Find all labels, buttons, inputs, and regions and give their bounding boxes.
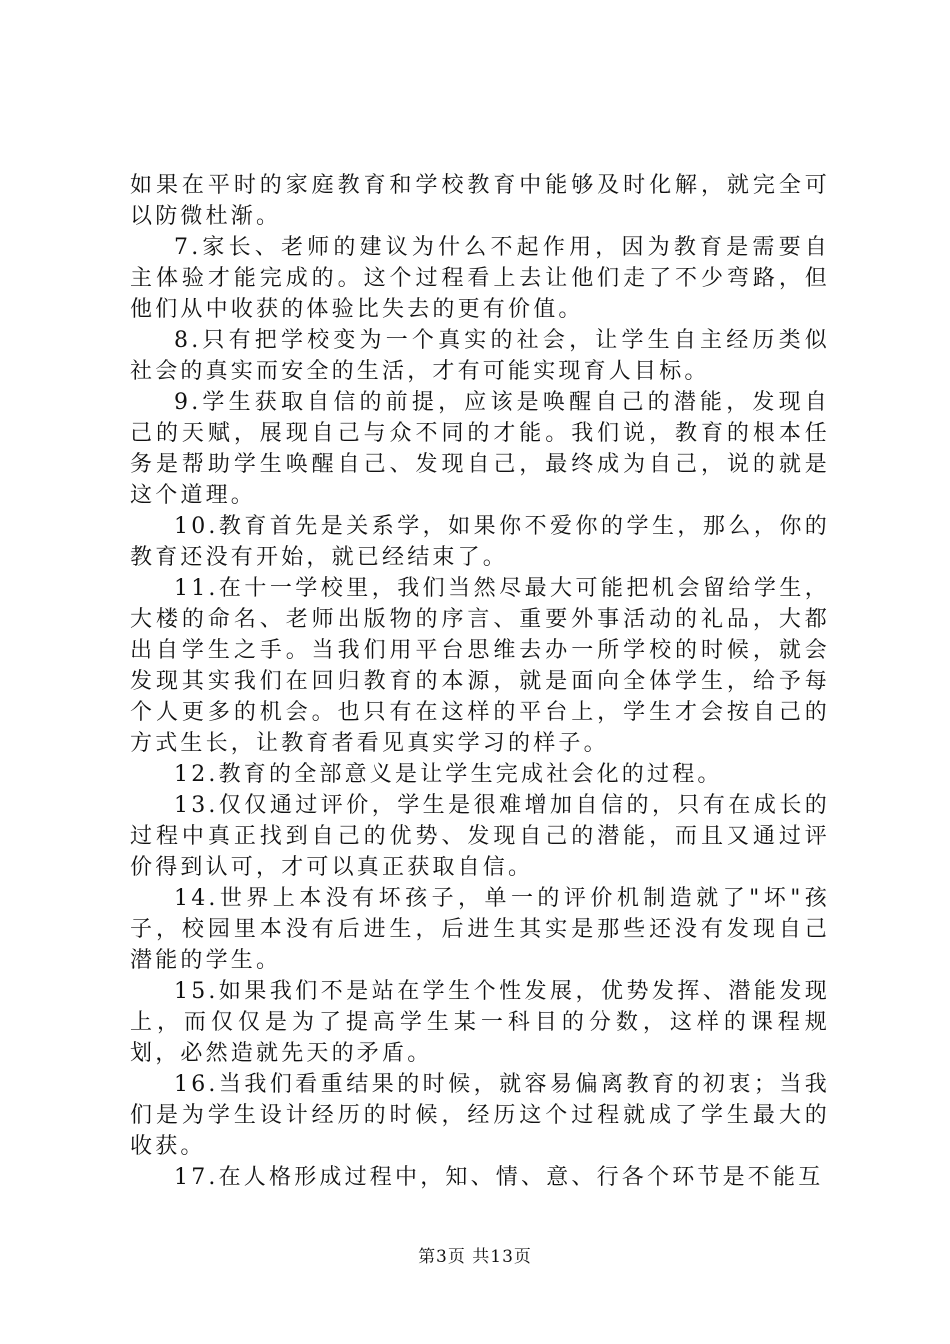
page-number-footer: 第3页 共13页	[418, 1247, 532, 1267]
document-body	[130, 170, 830, 1193]
paragraph-continuation: 如果在平时的家庭教育和学校教育中能够及时化解，就完全可以防微杜渐。	[130, 173, 830, 229]
paragraph-item-7: 7.家长、老师的建议为什么不起作用，因为教育是需要自主体验才能完成的。这个过程看上去让他们走了不少弯路，但他们从中收获的体验比失去的更有价值。	[130, 235, 830, 322]
paragraph-item-14: 14.世界上本没有坏孩子，单一的评价机制造就了"坏"孩子，校园里本没有后进生，后进生其实是那些还没有发现自己潜能的学生。	[130, 886, 830, 973]
paragraph-item-12: 12.教育的全部意义是让学生完成社会化的过程。	[174, 762, 723, 787]
paragraph-item-15: 15.如果我们不是站在学生个性发展，优势发挥、潜能发现上，而仅仅是为了提高学生某一科目的分数，这样的课程规划，必然造就先天的矛盾。	[130, 979, 830, 1066]
paragraph-item-10: 10.教育首先是关系学，如果你不爱你的学生，那么，你的教育还没有开始，就已经结束了。	[130, 514, 830, 570]
paragraph-item-9: 9.学生获取自信的前提，应该是唤醒自己的潜能，发现自己的天赋，展现自己与众不同的才能。我们说，教育的根本任务是帮助学生唤醒自己、发现自己，最终成为自己，说的就是这个道理。	[130, 390, 830, 508]
paragraph-item-17: 17.在人格形成过程中，知、情、意、行各个环节是不能互	[174, 1165, 824, 1190]
paragraph-item-13: 13.仅仅通过评价，学生是很难增加自信的，只有在成长的过程中真正找到自己的优势、发现自己的潜能，而且又通过评价得到认可，才可以真正获取自信。	[130, 793, 830, 880]
paragraph-item-11: 11.在十一学校里，我们当然尽最大可能把机会留给学生，大楼的命名、老师出版物的序言、重要外事活动的礼品，大都出自学生之手。当我们用平台思维去办一所学校的时候，就会发现其实我们在回归教育的本源，就是面向全体学生，给予每个人更多的机会。也只有在这样的平台上，学生才会按自己的方式生长，让教育者看见真实学习的样子。	[130, 576, 830, 756]
paragraph-item-16: 16.当我们看重结果的时候，就容易偏离教育的初衷；当我们是为学生设计经历的时候，经历这个过程就成了学生最大的收获。	[130, 1072, 830, 1159]
paragraph-item-8: 8.只有把学校变为一个真实的社会，让学生自主经历类似社会的真实而安全的生活，才有可能实现育人目标。	[130, 328, 830, 384]
